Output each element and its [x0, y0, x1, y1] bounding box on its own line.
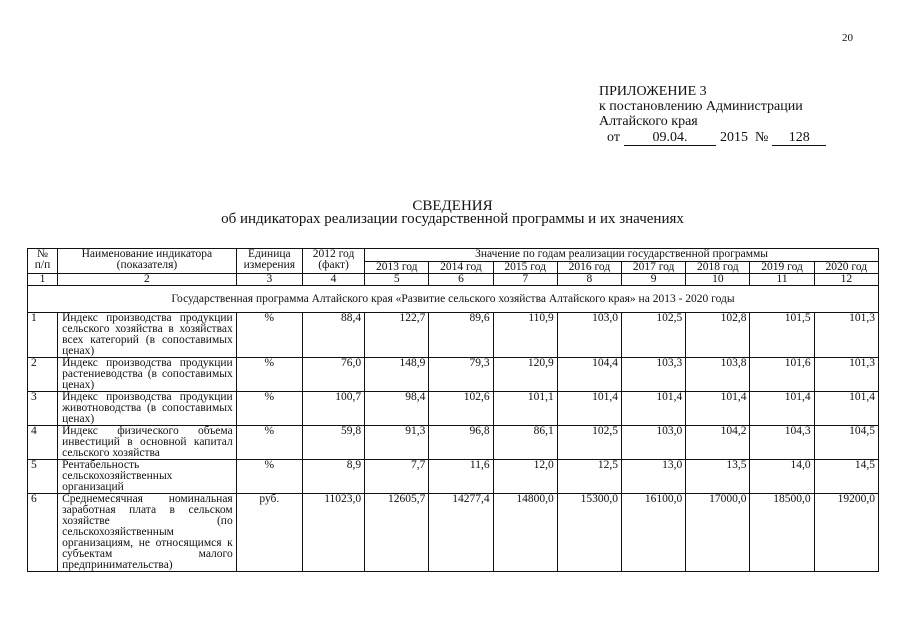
year-value: 101,4 — [814, 392, 878, 426]
year-value: 96,8 — [429, 426, 493, 460]
indicator-name: Среднемесячная номинальная заработная плата в сельском хозяйстве (по сельскохозяйственным организациям, не относящимся к субъектам малого предпринимательства) — [58, 494, 237, 572]
column-number: 9 — [622, 274, 686, 286]
year-value: 103,0 — [622, 426, 686, 460]
year-value: 101,4 — [750, 392, 814, 426]
year-value: 104,4 — [557, 358, 621, 392]
header-year: 2017 год — [622, 262, 686, 274]
appendix-resolution: к постановлению Администрации — [599, 99, 803, 114]
column-number: 6 — [429, 274, 493, 286]
header-year: 2016 год — [557, 262, 621, 274]
unit-cell: % — [236, 313, 302, 358]
header-year: 2019 год — [750, 262, 814, 274]
row-number: 1 — [28, 313, 58, 358]
header-year: 2014 год — [429, 262, 493, 274]
year-value: 89,6 — [429, 313, 493, 358]
base-year-value: 100,7 — [302, 392, 364, 426]
unit-cell: % — [236, 358, 302, 392]
year-value: 98,4 — [365, 392, 429, 426]
header-year: 2018 год — [686, 262, 750, 274]
year-value: 16100,0 — [622, 494, 686, 572]
year-value: 101,6 — [750, 358, 814, 392]
resolution-number: 128 — [772, 131, 826, 146]
column-number: 5 — [365, 274, 429, 286]
year-value: 17000,0 — [686, 494, 750, 572]
year-value: 19200,0 — [814, 494, 878, 572]
base-year-value: 88,4 — [302, 313, 364, 358]
base-year-value: 8,9 — [302, 460, 364, 494]
year-value: 12605,7 — [365, 494, 429, 572]
indicator-name: Индекс производства продукции растениеводства (в сопоставимых ценах) — [58, 358, 237, 392]
year-value: 79,3 — [429, 358, 493, 392]
appendix-date-line — [599, 130, 826, 146]
unit-cell: % — [236, 392, 302, 426]
base-year-value: 11023,0 — [302, 494, 364, 572]
year-value: 14277,4 — [429, 494, 493, 572]
year-value: 101,4 — [622, 392, 686, 426]
year-value: 110,9 — [493, 313, 557, 358]
year-value: 7,7 — [365, 460, 429, 494]
resolution-date: 09.04. — [624, 131, 716, 146]
indicator-name: Индекс физического объема инвестиций в основной капитал сельского хозяйства — [58, 426, 237, 460]
column-number: 1 — [28, 274, 58, 286]
section-row — [28, 286, 879, 313]
year-value: 148,9 — [365, 358, 429, 392]
appendix-title: ПРИЛОЖЕНИЕ 3 — [599, 84, 707, 99]
year-value: 122,7 — [365, 313, 429, 358]
table-row — [28, 460, 879, 494]
indicator-name: Индекс производства продукции животноводства (в сопоставимых ценах) — [58, 392, 237, 426]
unit-cell: руб. — [236, 494, 302, 572]
year-value: 86,1 — [493, 426, 557, 460]
column-number: 7 — [493, 274, 557, 286]
year-value: 102,5 — [557, 426, 621, 460]
page-number: 20 — [842, 32, 853, 44]
year-value: 12,5 — [557, 460, 621, 494]
column-number: 11 — [750, 274, 814, 286]
column-number: 12 — [814, 274, 878, 286]
year-value: 15300,0 — [557, 494, 621, 572]
number-label: № — [754, 130, 769, 145]
base-year-value: 76,0 — [302, 358, 364, 392]
year-value: 14800,0 — [493, 494, 557, 572]
column-number: 2 — [58, 274, 237, 286]
indicators-table — [27, 248, 879, 572]
year-value: 101,4 — [686, 392, 750, 426]
year-value: 101,3 — [814, 313, 878, 358]
year-value: 14,0 — [750, 460, 814, 494]
header-year: 2020 год — [814, 262, 878, 274]
header-num: № п/п — [28, 249, 58, 274]
year-value: 102,5 — [622, 313, 686, 358]
header-year: 2015 год — [493, 262, 557, 274]
document-title: СВЕДЕНИЯ — [412, 198, 493, 214]
year-value: 104,3 — [750, 426, 814, 460]
header-unit: Единица измерения — [236, 249, 302, 274]
row-number: 2 — [28, 358, 58, 392]
year-value: 104,5 — [814, 426, 878, 460]
table-row — [28, 358, 879, 392]
indicator-name: Индекс производства продукции сельского хозяйства в хозяйствах всех категорий (в сопоставимых ценах) — [58, 313, 237, 358]
table-row — [28, 392, 879, 426]
year-value: 102,8 — [686, 313, 750, 358]
year-value: 103,3 — [622, 358, 686, 392]
year-value: 101,1 — [493, 392, 557, 426]
year-value: 101,4 — [557, 392, 621, 426]
header-year: 2013 год — [365, 262, 429, 274]
appendix-block — [599, 84, 826, 146]
year-value: 13,5 — [686, 460, 750, 494]
table-row — [28, 313, 879, 358]
table-body — [28, 274, 879, 572]
column-number-row — [28, 274, 879, 286]
year-value: 102,6 — [429, 392, 493, 426]
unit-cell: % — [236, 460, 302, 494]
from-label: от — [607, 130, 620, 145]
header-name: Наименование индикатора (показателя) — [58, 249, 237, 274]
header-base-year: 2012 год (факт) — [302, 249, 364, 274]
unit-cell: % — [236, 426, 302, 460]
year-value: 103,8 — [686, 358, 750, 392]
year-value: 18500,0 — [750, 494, 814, 572]
row-number: 5 — [28, 460, 58, 494]
year-value: 11,6 — [429, 460, 493, 494]
year-value: 13,0 — [622, 460, 686, 494]
section-title: Государственная программа Алтайского края «Развитие сельского хозяйства Алтайского края» на 2013 - 2020 годы — [28, 286, 879, 313]
row-number: 3 — [28, 392, 58, 426]
year-value: 14,5 — [814, 460, 878, 494]
resolution-year: 2015 — [719, 130, 748, 145]
header-row-1 — [28, 249, 879, 262]
column-number: 10 — [686, 274, 750, 286]
table-row — [28, 426, 879, 460]
column-number: 8 — [557, 274, 621, 286]
year-value: 91,3 — [365, 426, 429, 460]
appendix-region: Алтайского края — [599, 114, 698, 129]
year-value: 103,0 — [557, 313, 621, 358]
year-value: 12,0 — [493, 460, 557, 494]
header-values-group: Значение по годам реализации государственной программы — [365, 249, 879, 262]
row-number: 6 — [28, 494, 58, 572]
year-value: 104,2 — [686, 426, 750, 460]
document-subtitle: об индикаторах реализации государственной программы и их значениях — [221, 211, 684, 227]
table-row — [28, 494, 879, 572]
year-value: 120,9 — [493, 358, 557, 392]
year-value: 101,3 — [814, 358, 878, 392]
indicator-name: Рентабельность сельскохозяйственных организаций — [58, 460, 237, 494]
year-value: 101,5 — [750, 313, 814, 358]
base-year-value: 59,8 — [302, 426, 364, 460]
column-number: 4 — [302, 274, 364, 286]
column-number: 3 — [236, 274, 302, 286]
row-number: 4 — [28, 426, 58, 460]
